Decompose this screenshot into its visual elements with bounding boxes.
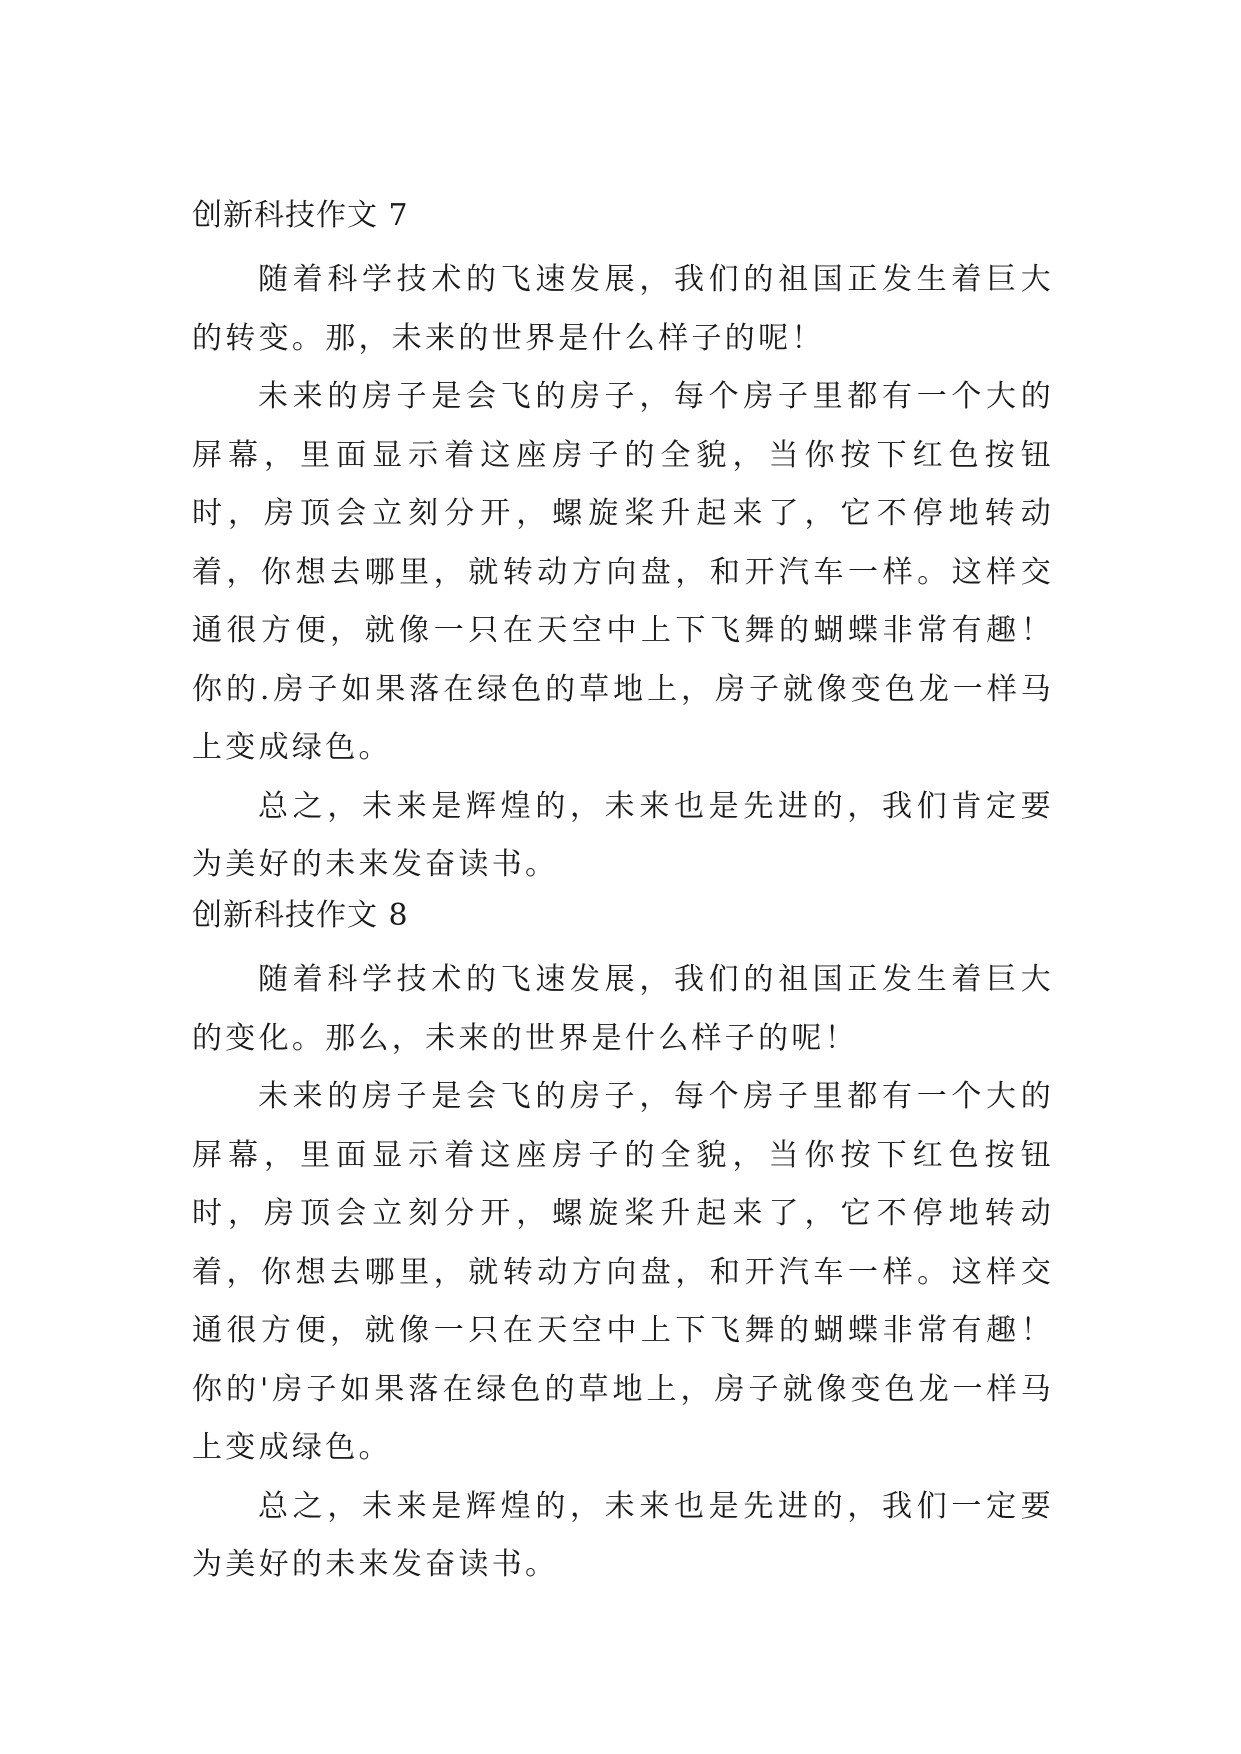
essay-paragraph: 未来的房子是会飞的房子，每个房子里都有一个大的屏幕，里面显示着这座房子的全貌，当你按下红色按钮时，房顶会立刻分开，螺旋桨升起来了，它不停地转动着，你想去哪里，就转动方向盘，和开汽车一样。这样交通很方便，就像一只在天空中上下飞舞的蝴蝶非常有趣！你的.房子如果落在绿色的草地上，房子就像变色龙一样马上变成绿色。 (192, 379, 1054, 765)
essay-title: 创新科技作文 8 (192, 898, 409, 933)
essay-title: 创新科技作文 7 (192, 198, 409, 233)
essay-7 (192, 196, 1054, 895)
essay-paragraph: 随着科学技术的飞速发展，我们的祖国正发生着巨大的变化。那么，未来的世界是什么样子的呢！ (192, 962, 1054, 1056)
essay-paragraph: 总之，未来是辉煌的，未来也是先进的，我们一定要为美好的未来发奋读书。 (192, 1488, 1054, 1582)
essay-8 (192, 896, 1054, 1595)
essay-paragraph: 随着科学技术的飞速发展，我们的祖国正发生着巨大的转变。那，未来的世界是什么样子的呢！ (192, 262, 1054, 356)
essay-paragraph: 未来的房子是会飞的房子，每个房子里都有一个大的屏幕，里面显示着这座房子的全貌，当你按下红色按钮时，房顶会立刻分开，螺旋桨升起来了，它不停地转动着，你想去哪里，就转动方向盘，和开汽车一样。这样交通很方便，就像一只在天空中上下飞舞的蝴蝶非常有趣！你的'房子如果落在绿色的草地上，房子就像变色龙一样马上变成绿色。 (192, 1079, 1054, 1465)
essay-paragraph: 总之，未来是辉煌的，未来也是先进的，我们肯定要为美好的未来发奋读书。 (192, 788, 1054, 882)
